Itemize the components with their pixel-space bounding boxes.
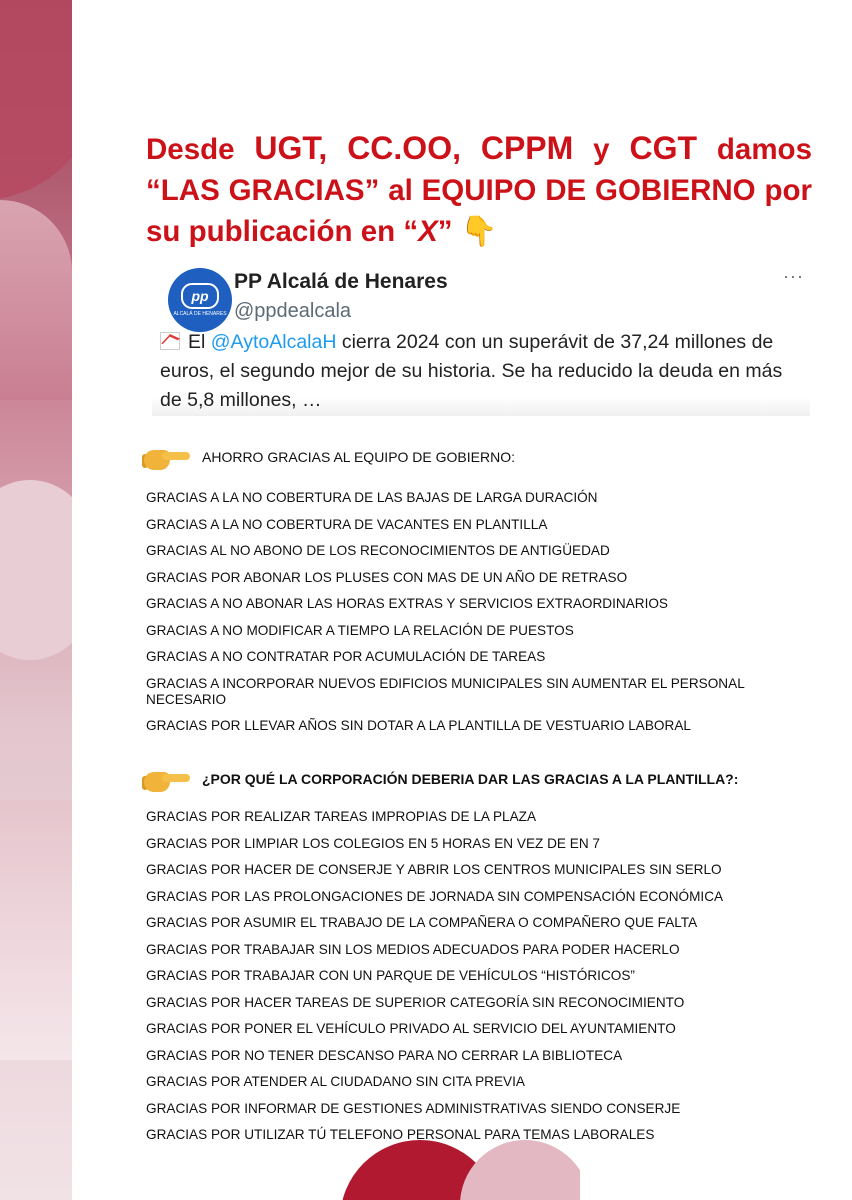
section2-title: ¿POR QUÉ LA CORPORACIÓN DEBERIA DAR LAS GRACIAS A LA PLANTILLA?: [202, 771, 739, 787]
pointing-right-hand-icon [144, 766, 190, 792]
union-ugt: UGT, [254, 130, 328, 166]
tweet-mention: @AytoAlcalaH [210, 331, 337, 353]
decorative-shape [0, 480, 72, 660]
list-item: GRACIAS A NO CONTRATAR POR ACUMULACIÓN DE TAREAS [146, 649, 546, 664]
pointing-right-hand-icon [144, 444, 190, 470]
list-item: GRACIAS POR ATENDER AL CIUDADANO SIN CITA PREVIA [146, 1074, 525, 1089]
list-item: GRACIAS POR LLEVAR AÑOS SIN DOTAR A LA PLANTILLA DE VESTUARIO LABORAL [146, 718, 691, 733]
logo-subtext: ALCALÁ DE HENARES [173, 311, 227, 317]
chart-increasing-icon [160, 332, 180, 350]
x-platform-name: X [418, 215, 438, 248]
list-item: GRACIAS POR NO TENER DESCANSO PARA NO CERRAR LA BIBLIOTECA [146, 1047, 623, 1063]
logo-text: pp [181, 283, 219, 309]
headline-text: y [593, 133, 610, 166]
tweet-handle: @ppdealcala [234, 300, 352, 322]
section1-list [146, 490, 786, 745]
list-item: GRACIAS POR HACER DE CONSERJE Y ABRIR LOS CENTROS MUNICIPALES SIN SERLO [146, 862, 722, 877]
list-item: GRACIAS POR HACER TAREAS DE SUPERIOR CATEGORÍA SIN RECONOCIMIENTO [146, 994, 685, 1010]
list-item: GRACIAS POR ABONAR LOS PLUSES CON MAS DE UN AÑO DE RETRASO [146, 569, 628, 585]
decorative-shape [0, 200, 72, 400]
list-item: GRACIAS POR UTILIZAR TÚ TELEFONO PERSONAL PARA TEMAS LABORALES [146, 1127, 655, 1142]
list-item: GRACIAS AL NO ABONO DE LOS RECONOCIMIENTOS DE ANTIGÜEDAD [146, 543, 610, 558]
union-cgt: CGT [629, 130, 698, 166]
union-ccoo: CC.OO, [347, 130, 461, 166]
headline-text: ” [437, 215, 453, 248]
list-item: GRACIAS POR LIMPIAR LOS COLEGIOS EN 5 HORAS EN VEZ DE EN 7 [146, 835, 600, 851]
decorative-shape [0, 800, 72, 1060]
section1-header [144, 440, 515, 474]
tweet-account-name: PP Alcalá de Henares [234, 270, 448, 293]
decorative-shape [0, 0, 72, 200]
list-item: GRACIAS POR TRABAJAR CON UN PARQUE DE VEHÍCULOS “HISTÓRICOS” [146, 968, 635, 983]
list-item: GRACIAS A LA NO COBERTURA DE VACANTES EN PLANTILLA [146, 516, 548, 532]
section2-header [144, 762, 738, 796]
pp-logo-icon [168, 268, 232, 332]
tweet-text: cierra 2024 con un superávit de 37,24 millones de euros, el segundo mejor de su historia. Se ha reducido la deuda en más de 5,8 millones, … [160, 331, 783, 411]
list-item: GRACIAS A INCORPORAR NUEVOS EDIFICIOS MUNICIPALES SIN AUMENTAR EL PERSONAL NECESARIO [146, 675, 745, 707]
section1-title: AHORRO GRACIAS AL EQUIPO DE GOBIERNO: [202, 449, 515, 465]
union-cppm: CPPM [480, 130, 574, 166]
tweet-text: El [188, 331, 206, 353]
embedded-tweet-screenshot [152, 256, 810, 416]
list-item: GRACIAS POR ASUMIR EL TRABAJO DE LA COMPAÑERA O COMPAÑERO QUE FALTA [146, 915, 698, 930]
list-item: GRACIAS POR LAS PROLONGACIONES DE JORNADA SIN COMPENSACIÓN ECONÓMICA [146, 888, 724, 904]
headline [146, 128, 812, 252]
pointing-down-icon: 👇 [460, 215, 498, 248]
list-item: GRACIAS POR REALIZAR TAREAS IMPROPIAS DE LA PLAZA [146, 809, 537, 824]
list-item: GRACIAS POR TRABAJAR SIN LOS MEDIOS ADECUADOS PARA PODER HACERLO [146, 941, 680, 957]
headline-text: por su publicación en “ [146, 174, 813, 248]
tweet-body [160, 328, 805, 415]
list-item: GRACIAS A NO MODIFICAR A TIEMPO LA RELACIÓN DE PUESTOS [146, 622, 574, 638]
headline-text: damos [716, 133, 812, 166]
list-item: GRACIAS POR PONER EL VEHÍCULO PRIVADO AL SERVICIO DEL AYUNTAMIENTO [146, 1021, 676, 1036]
more-options-icon: ··· [783, 266, 804, 286]
list-item: GRACIAS A NO ABONAR LAS HORAS EXTRAS Y SERVICIOS EXTRAORDINARIOS [146, 596, 668, 611]
list-item: GRACIAS A LA NO COBERTURA DE LAS BAJAS DE LARGA DURACIÓN [146, 490, 598, 505]
headline-text: “LAS GRACIAS” al EQUIPO DE GOBIERNO [146, 174, 756, 207]
section2-list [146, 809, 786, 1154]
headline-text: Desde [146, 133, 235, 166]
decorative-left-band [0, 0, 72, 1200]
list-item: GRACIAS POR INFORMAR DE GESTIONES ADMINISTRATIVAS SIENDO CONSERJE [146, 1100, 681, 1116]
